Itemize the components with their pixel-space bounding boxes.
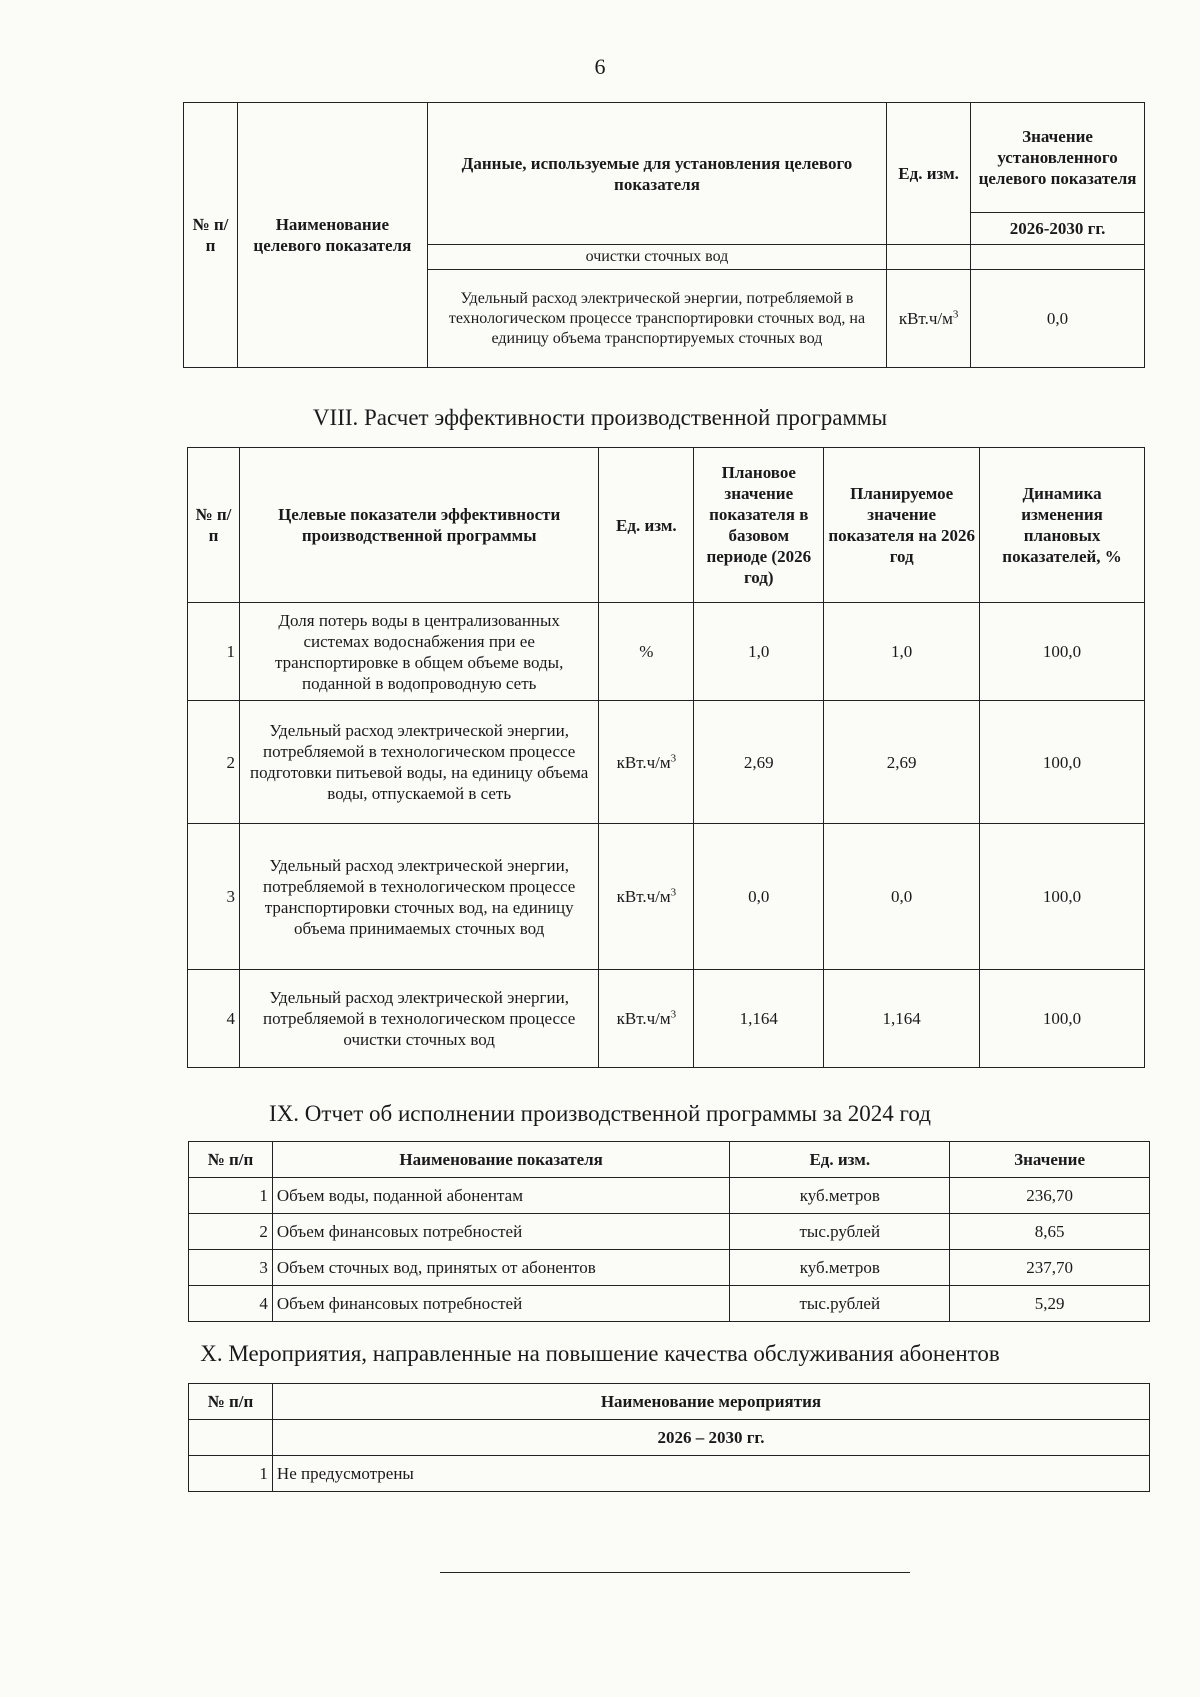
header-dynamics: Динамика изменения плановых показателей, % xyxy=(980,448,1145,603)
row-name: Объем сточных вод, принятых от абонентов xyxy=(272,1250,729,1286)
header-value: Значение установленного целевого показателя xyxy=(971,103,1145,213)
header-planned-value: Планируемое значение показателя на 2026 год xyxy=(824,448,980,603)
period-cell: 2026 – 2030 гг. xyxy=(272,1420,1149,1456)
header-period: 2026-2030 гг. xyxy=(971,213,1145,245)
row-unit: куб.метров xyxy=(730,1250,950,1286)
page-number: 6 xyxy=(594,54,606,79)
row-name: Удельный расход электрической энергии, потребляемой в технологическом процессе очистки сточных вод xyxy=(239,970,598,1068)
row-name: Удельный расход электрической энергии, потребляемой в технологическом процессе транспортировки сточных вод, на единицу объема принимаемых сточных вод xyxy=(239,824,598,970)
header-unit: Ед. изм. xyxy=(599,448,694,603)
header-indicator-name: Наименование целевого показателя xyxy=(237,103,427,368)
row-plan: 0,0 xyxy=(824,824,980,970)
footer-divider xyxy=(440,1572,910,1573)
row-value: 237,70 xyxy=(950,1250,1150,1286)
row-num: 4 xyxy=(188,970,240,1068)
row-dynamics: 100,0 xyxy=(980,824,1145,970)
row-name: Доля потерь воды в централизованных системах водоснабжения при ее транспортировке в общем объеме воды, поданной в водопроводную сеть xyxy=(239,603,598,701)
header-value: Значение xyxy=(950,1142,1150,1178)
row-plan: 2,69 xyxy=(824,701,980,824)
header-unit: Ед. изм. xyxy=(887,103,971,245)
row-name: Не предусмотрены xyxy=(272,1456,1149,1492)
table-row xyxy=(189,1178,1150,1214)
efficiency-table xyxy=(187,447,1145,1068)
row-num: 2 xyxy=(188,701,240,824)
row-base: 1,0 xyxy=(694,603,824,701)
report-table xyxy=(188,1141,1150,1322)
section-10-title: X. Мероприятия, направленные на повышение качества обслуживания абонентов xyxy=(200,1341,1000,1366)
header-measure-name: Наименование мероприятия xyxy=(272,1384,1149,1420)
row-name: Удельный расход электрической энергии, потребляемой в технологическом процессе подготовки питьевой воды, на единицу объема воды, отпускаемой в сеть xyxy=(239,701,598,824)
measures-table xyxy=(188,1383,1150,1492)
row-base: 2,69 xyxy=(694,701,824,824)
indicator-data-cell: Удельный расход электрической энергии, потребляемой в технологическом процессе транспортировки сточных вод, на единицу объема транспортируемых сточных вод xyxy=(427,270,886,368)
header-indicator-name: Целевые показатели эффективности производственной программы xyxy=(239,448,598,603)
row-dynamics: 100,0 xyxy=(980,701,1145,824)
empty-cell xyxy=(971,245,1145,270)
unit-cell: $кВт.ч/м^3$ xyxy=(887,270,971,368)
row-value: 236,70 xyxy=(950,1178,1150,1214)
row-unit: куб.метров xyxy=(730,1178,950,1214)
continuation-cell: очистки сточных вод xyxy=(427,245,886,270)
row-unit: тыс.рублей xyxy=(730,1214,950,1250)
row-base: 1,164 xyxy=(694,970,824,1068)
row-name: Объем финансовых потребностей xyxy=(272,1214,729,1250)
header-num: № п/п xyxy=(189,1142,273,1178)
header-unit: Ед. изм. xyxy=(730,1142,950,1178)
header-num: № п/п xyxy=(189,1384,273,1420)
header-num: № п/п xyxy=(188,448,240,603)
row-unit: $кВт.ч/м^3$ xyxy=(599,701,694,824)
row-base: 0,0 xyxy=(694,824,824,970)
table-row xyxy=(188,824,1145,970)
value-cell: 0,0 xyxy=(971,270,1145,368)
row-num: 2 xyxy=(189,1214,273,1250)
header-indicator-name: Наименование показателя xyxy=(272,1142,729,1178)
row-name: Объем воды, поданной абонентам xyxy=(272,1178,729,1214)
row-unit: тыс.рублей xyxy=(730,1286,950,1322)
row-dynamics: 100,0 xyxy=(980,970,1145,1068)
row-plan: 1,0 xyxy=(824,603,980,701)
row-plan: 1,164 xyxy=(824,970,980,1068)
table-row xyxy=(189,1250,1150,1286)
row-value: 8,65 xyxy=(950,1214,1150,1250)
table-row xyxy=(188,970,1145,1068)
row-num: 1 xyxy=(189,1178,273,1214)
row-name: Объем финансовых потребностей xyxy=(272,1286,729,1322)
row-unit: $кВт.ч/м^3$ xyxy=(599,970,694,1068)
table-row xyxy=(189,1214,1150,1250)
row-unit: $кВт.ч/м^3$ xyxy=(599,824,694,970)
table-row xyxy=(189,1286,1150,1322)
section-8-title: VIII. Расчет эффективности производственной программы xyxy=(312,405,888,430)
row-num: 3 xyxy=(189,1250,273,1286)
section-9-title: IX. Отчет об исполнении производственной программы за 2024 год xyxy=(269,1101,931,1126)
row-num: 1 xyxy=(189,1456,273,1492)
empty-cell xyxy=(189,1420,273,1456)
row-num: 1 xyxy=(188,603,240,701)
row-num: 3 xyxy=(188,824,240,970)
empty-cell xyxy=(887,245,971,270)
row-dynamics: 100,0 xyxy=(980,603,1145,701)
target-indicators-table xyxy=(183,102,1145,368)
table-row xyxy=(189,1456,1150,1492)
row-value: 5,29 xyxy=(950,1286,1150,1322)
row-unit: % xyxy=(599,603,694,701)
table-row xyxy=(188,603,1145,701)
header-data: Данные, используемые для установления целевого показателя xyxy=(427,103,886,245)
table-row xyxy=(188,701,1145,824)
header-num: № п/п xyxy=(184,103,238,368)
header-base-value: Плановое значение показателя в базовом периоде (2026 год) xyxy=(694,448,824,603)
row-num: 4 xyxy=(189,1286,273,1322)
